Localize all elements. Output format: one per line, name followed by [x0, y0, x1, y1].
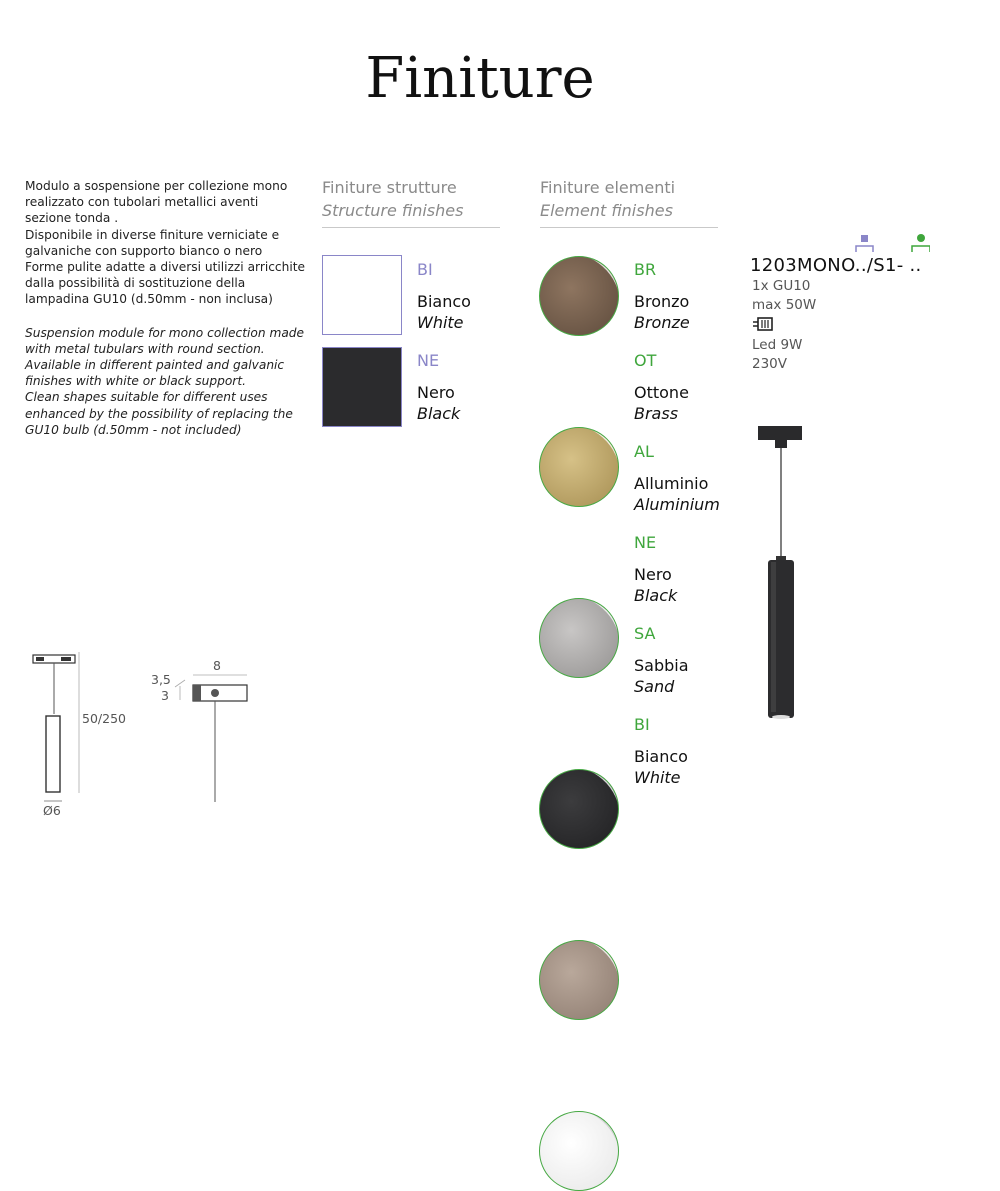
dimension-diameter: Ø6 [43, 803, 61, 818]
swatch-element-brass [539, 427, 619, 507]
divider [540, 227, 718, 228]
pendant-lamp-image [745, 420, 815, 725]
spec-voltage: 230V [752, 356, 788, 372]
description-italian: Modulo a sospensione per collezione mono realizzato con tubolari metallici aventi sezione tonda . Disponibile in diverse finiture verniciate e galvaniche con supporto bianco o nero Forme pulite adatte a diversi utilizzi arricchite dalla possibilità di sostituzione della lampadina GU10 (d.50mm - non inclusa) [25, 179, 306, 307]
product-description [25, 178, 315, 438]
element-name: Ottone Brass [634, 383, 689, 423]
structure-marker-icon [861, 235, 868, 242]
element-code: BR [634, 260, 657, 279]
element-finishes-heading: Finiture elementi Element finishes [540, 176, 718, 228]
element-code: SA [634, 624, 656, 643]
technical-drawing [25, 640, 285, 820]
swatch-structure-black [322, 347, 402, 427]
element-code: NE [634, 533, 657, 552]
description-english: Suspension module for mono collection made with metal tubulars with round section. Available in different painted and galvanic finishes with white or black support. Clean shapes suitable for different uses enhanced by the possibility of replacing the GU10 bulb (d.50mm - not included) [25, 325, 305, 437]
divider [322, 227, 500, 228]
element-name: Bronzo Bronze [634, 292, 690, 332]
finish-markers [850, 232, 930, 256]
dimension-adapter-width: 8 [213, 658, 221, 673]
structure-finishes-heading: Finiture strutture Structure finishes [322, 176, 500, 228]
element-name: Nero Black [634, 565, 678, 605]
element-code: OT [634, 351, 657, 370]
element-name: Alluminio Aluminium [634, 474, 720, 514]
page-title: Finiture [365, 46, 595, 111]
element-code: BI [634, 715, 650, 734]
dimension-adapter-h1: 3,5 [151, 672, 171, 687]
swatch-element-sand [539, 940, 619, 1020]
spec-led: Led 9W [752, 337, 803, 353]
structure-name: Nero Black [417, 383, 461, 423]
element-marker-icon [917, 234, 925, 242]
swatch-element-black [539, 769, 619, 849]
spec-max-power: max 50W [752, 297, 817, 313]
structure-code: BI [417, 260, 433, 279]
structure-name: Bianco White [417, 292, 471, 332]
product-code: 1203MONO../S1- .. [750, 255, 922, 276]
element-code: AL [634, 442, 654, 461]
structure-code: NE [417, 351, 440, 370]
swatch-structure-white [322, 255, 402, 335]
swatch-element-aluminium [539, 598, 619, 678]
element-name: Bianco White [634, 747, 688, 787]
swatch-element-bronze [539, 256, 619, 336]
spec-lamp: 1x GU10 [752, 278, 811, 294]
swatch-element-white [539, 1111, 619, 1191]
bulb-icon [752, 316, 774, 332]
dimension-height: 50/250 [82, 711, 126, 726]
dimension-adapter-h2: 3 [161, 688, 169, 703]
element-name: Sabbia Sand [634, 656, 689, 696]
